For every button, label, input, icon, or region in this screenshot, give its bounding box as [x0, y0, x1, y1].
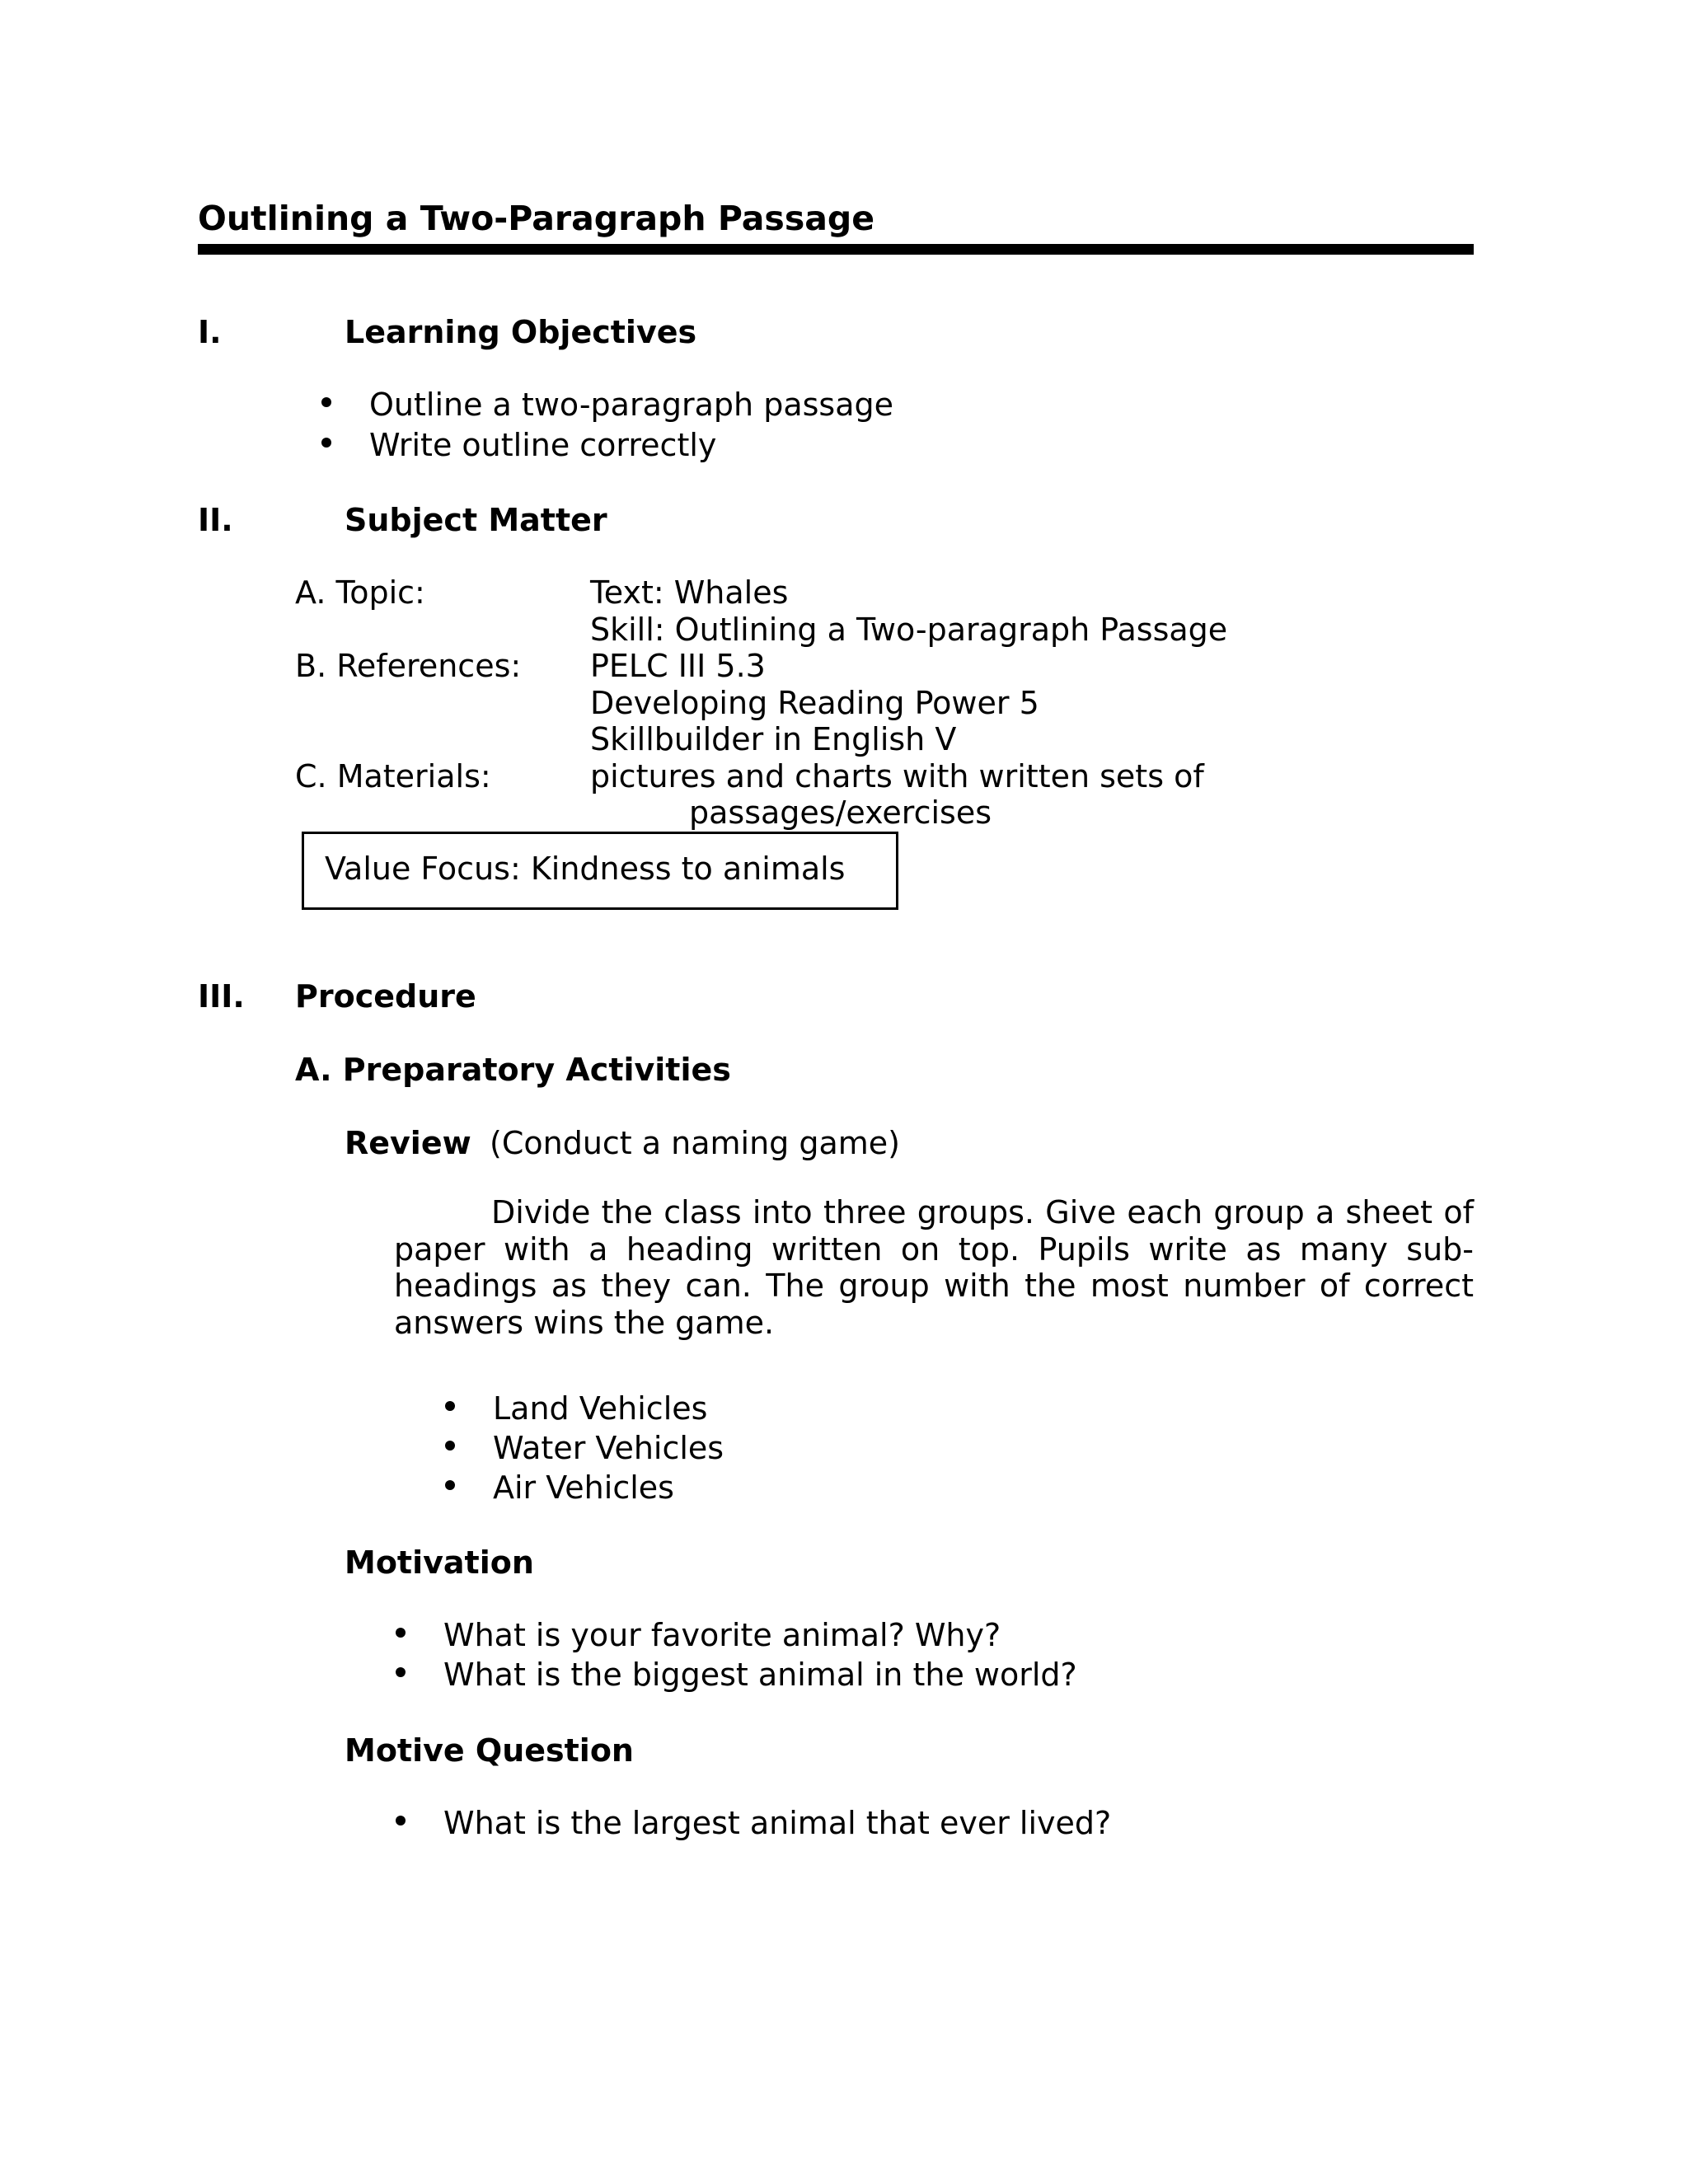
bullet-icon [321, 438, 331, 448]
motivation-item: What is your favorite animal? Why? [443, 1617, 1001, 1653]
section-heading-learning-objectives: Learning Objectives [345, 314, 697, 350]
review-paragraph-text: Divide the class into three groups. Give each group a sheet of paper with a heading written on top. Pupils write as many sub-headings as they can. The group with the most number of correct answers wins the game. [394, 1194, 1474, 1341]
bullet-icon [396, 1667, 406, 1677]
section-numeral-3: III. [198, 978, 245, 1015]
section-numeral-1: I. [198, 314, 222, 350]
section-heading-procedure: Procedure [295, 978, 476, 1015]
reference-line: Skillbuilder in English V [590, 721, 957, 757]
bullet-icon [396, 1628, 406, 1638]
section-heading-subject-matter: Subject Matter [345, 502, 607, 538]
subsection-heading: A. Preparatory Activities [295, 1052, 731, 1088]
topic-label: A. Topic: [295, 574, 425, 611]
objective-item: Write outline correctly [369, 427, 717, 463]
review-label: Review [345, 1125, 471, 1161]
materials-label: C. Materials: [295, 758, 491, 794]
bullet-icon [321, 397, 331, 407]
motivation-item: What is the biggest animal in the world? [443, 1657, 1077, 1693]
bullet-icon [445, 1441, 455, 1451]
objective-item: Outline a two-paragraph passage [369, 387, 893, 423]
motive-question-item: What is the largest animal that ever lived? [443, 1805, 1112, 1841]
value-focus-text: Value Focus: Kindness to animals [325, 851, 846, 887]
review-paragraph [394, 1194, 1474, 1341]
bullet-icon [396, 1816, 406, 1825]
motivation-label: Motivation [345, 1544, 534, 1581]
review-item: Water Vehicles [493, 1430, 724, 1466]
motive-question-label: Motive Question [345, 1732, 634, 1769]
topic-line: Skill: Outlining a Two-paragraph Passage [590, 612, 1228, 648]
review-note: (Conduct a naming game) [490, 1125, 900, 1161]
materials-line: pictures and charts with written sets of [590, 758, 1204, 794]
page-title: Outlining a Two-Paragraph Passage [198, 199, 875, 238]
references-label: B. References: [295, 648, 522, 684]
reference-line: Developing Reading Power 5 [590, 685, 1039, 721]
bullet-icon [445, 1401, 455, 1411]
review-item: Air Vehicles [493, 1469, 674, 1506]
bullet-icon [445, 1480, 455, 1490]
topic-line: Text: Whales [590, 574, 789, 611]
title-rule [198, 244, 1474, 255]
section-numeral-2: II. [198, 502, 233, 538]
materials-line: passages/exercises [689, 794, 992, 831]
reference-line: PELC III 5.3 [590, 648, 766, 684]
review-item: Land Vehicles [493, 1390, 708, 1427]
